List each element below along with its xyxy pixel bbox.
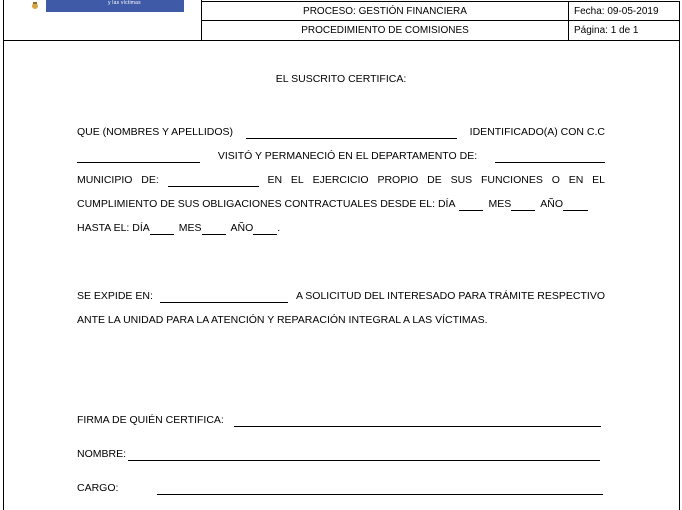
from-day-label: CUMPLIMIENTO DE SUS OBLIGACIONES CONTRACTUALES DESDE EL: DÍA (77, 198, 456, 210)
word-el-2: EL (592, 174, 605, 186)
to-month-label: MES (178, 222, 202, 234)
page-number-cell: Página: 1 de 1 (568, 20, 680, 41)
municipality-word: MUNICIPIO (77, 174, 133, 186)
department-label: VISITÓ Y PERMANECIÓ EN EL DEPARTAMENTO DE: (217, 150, 478, 162)
names-blank[interactable] (246, 128, 457, 139)
name-label: NOMBRE: (77, 448, 127, 460)
name-blank[interactable] (128, 450, 600, 461)
to-day-blank[interactable] (150, 224, 174, 235)
from-month-blank[interactable] (511, 200, 535, 211)
word-sus: SUS (450, 174, 473, 186)
unidad-text: ANTE LA UNIDAD PARA LA ATENCIÓN Y REPARACIÓN INTEGRAL A LAS VÍCTIMAS. (77, 314, 488, 326)
to-day-label: HASTA EL: DÍA (77, 222, 150, 234)
word-funciones: FUNCIONES (481, 174, 543, 186)
from-month-label: MES (488, 198, 512, 210)
paragraph1-line3 (77, 173, 605, 187)
paragraph1-line4 (77, 197, 605, 211)
paragraph1-line2 (77, 149, 605, 163)
signature-label: FIRMA DE QUIÉN CERTIFICA: (77, 414, 224, 426)
document-frame (3, 40, 680, 510)
municipality-blank[interactable] (168, 176, 259, 187)
from-year-label: AÑO (540, 198, 563, 210)
date-cell: Fecha: 09-05-2019 (568, 1, 680, 21)
period-mark: . (277, 222, 281, 234)
logo-caption: y las víctimas (108, 0, 141, 6)
names-label: QUE (NOMBRES Y APELLIDOS) (77, 126, 233, 138)
paragraph1-line1 (77, 125, 605, 139)
request-text: A SOLICITUD DEL INTERESADO PARA TRÁMITE RESPECTIVO (295, 290, 605, 302)
paragraph2-line1 (77, 289, 605, 303)
from-year-blank[interactable] (563, 200, 588, 211)
word-de: DE: (141, 174, 159, 186)
word-el: EL (290, 174, 304, 186)
coat-of-arms-icon (24, 0, 46, 12)
role-row (77, 481, 605, 495)
role-label: CARGO: (77, 482, 119, 494)
to-year-blank[interactable] (253, 224, 277, 235)
procedure-cell: PROCEDIMIENTO DE COMISIONES (201, 20, 569, 41)
paragraph2-line2 (77, 313, 605, 327)
name-row (77, 447, 605, 461)
department-blank[interactable] (495, 152, 605, 163)
signature-blank[interactable] (234, 416, 601, 427)
signature-row (77, 413, 605, 427)
word-de-2: DE (427, 174, 442, 186)
word-en: EN (267, 174, 283, 186)
issued-in-label: SE EXPIDE EN: (77, 290, 153, 302)
word-ejercicio: EJERCICIO (312, 174, 369, 186)
issued-in-blank[interactable] (160, 292, 288, 303)
identified-label: IDENTIFICADO(A) CON C.C (469, 126, 605, 138)
word-en-2: EN (568, 174, 584, 186)
from-day-blank[interactable] (459, 200, 483, 211)
role-blank[interactable] (157, 484, 603, 495)
word-propio: PROPIO (377, 174, 419, 186)
to-year-label: AÑO (230, 222, 254, 234)
process-cell: PROCESO: GESTIÓN FINANCIERA (201, 1, 569, 21)
word-o: O (551, 174, 560, 186)
id-number-blank[interactable] (77, 152, 200, 163)
logo-cell (3, 0, 202, 41)
paragraph1-line5 (77, 221, 605, 235)
to-month-blank[interactable] (202, 224, 226, 235)
certificate-title: EL SUSCRITO CERTIFICA: (275, 73, 407, 85)
unidad-victimas-logo (24, 0, 184, 12)
